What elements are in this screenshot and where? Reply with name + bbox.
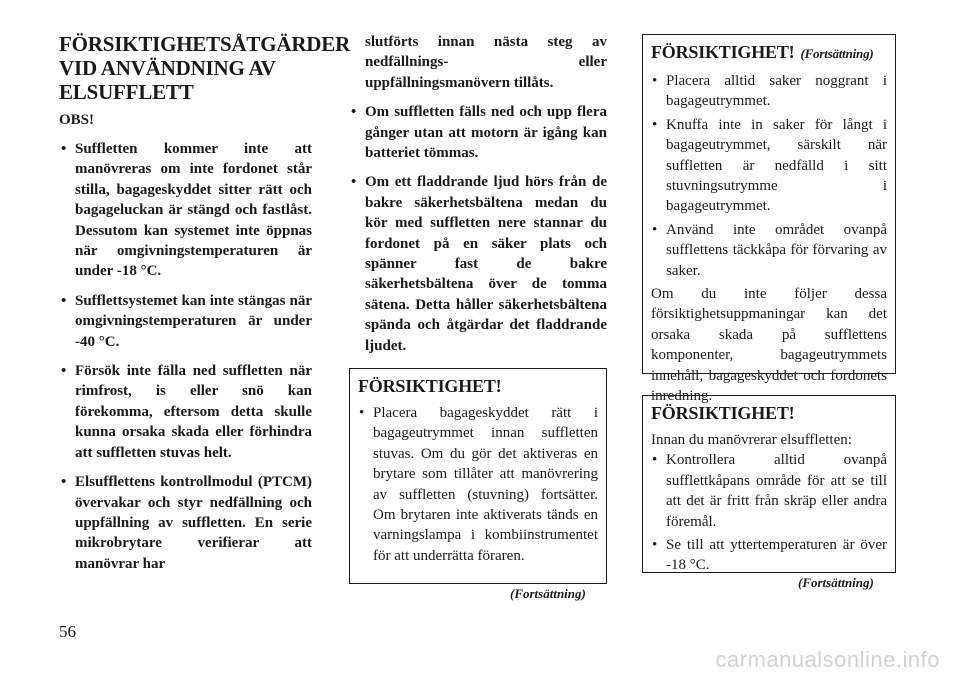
caution-title: FÖRSIKTIGHET!: [358, 376, 502, 396]
continued-text: slutförts innan nästa steg av nedfällnings- eller uppfällningsmanövern tillåts.: [365, 34, 607, 91]
left-column: [59, 32, 351, 583]
caution-intro: Innan du manövrerar elsuffletten:: [651, 432, 852, 448]
caution-list: [651, 71, 887, 281]
section-title: FÖRSIKTIGHETSÅTGÄRDER VID ANVÄNDNING AV ELSUFFLETT: [59, 32, 351, 104]
list-item: • Se till att yttertemperaturen är över -18 °C.: [651, 535, 887, 576]
continued-label: (Fortsättning): [510, 586, 586, 601]
caution-subtitle: (Fortsättning): [800, 46, 874, 61]
caution-box-2: [642, 395, 896, 573]
note-label: OBS!: [59, 112, 95, 128]
caution-list: [358, 403, 598, 566]
list-item: • Om suffletten fälls ned och upp flera gånger utan att motorn är igång kan batteriet tömmas.: [349, 102, 607, 163]
list-item: • Sufflettsystemet kan inte stängas när omgivningstemperaturen är under -40 °C.: [59, 291, 312, 352]
caution-title: FÖRSIKTIGHET!: [651, 403, 795, 423]
caution-list: [651, 450, 887, 575]
list-item: • Kontrollera alltid ovanpå sufflettkåpans område för att se till att det är fritt från skräp eller andra föremål.: [651, 450, 887, 532]
list-item: • Placera alltid saker noggrant i bagageutrymmet.: [651, 71, 887, 112]
middle-column: [349, 32, 607, 365]
list-item: • Elsufflettens kontrollmodul (PTCM) övervakar och styr nedfällning och uppfällning av suffletten. En serie mikrobrytare verifierar att manövrar har: [59, 472, 312, 574]
list-item: • Använd inte området ovanpå sufflettens täckkåpa för förvaring av saker.: [651, 220, 887, 281]
page-number: 56: [59, 622, 76, 641]
note-list: [59, 139, 312, 574]
list-item: • Försök inte fälla ned suffletten när rimfrost, is eller snö kan förekomma, eftersom detta skulle kunna orsaka skada eller förhindra att suffletten stuvas helt.: [59, 361, 312, 463]
list-item: • Knuffa inte in saker för långt i bagageutrymmet, särskilt när suffletten är nedfälld i sitt stuvningsutrymme i bagageutrymmet.: [651, 115, 887, 217]
list-item: • Om ett fladdrande ljud hörs från de bakre säkerhetsbältena medan du kör med suffletten nere stannar du fordonet på en säker plats och spänner fast de bakre säkerhetsbältena över de tomma sätena. Detta håller säkerhetsbältena spända och åtgärdar det fladdrande ljudet.: [349, 172, 607, 356]
caution-box: [349, 368, 607, 584]
caution-paragraph: Om du inte följer dessa försiktighetsuppmaningar kan det orsaka skada på sufflettens komponenter, bagageutrymmets innehåll, bagageskyddet och fordonets inredning.: [651, 286, 887, 405]
note-list-continued: [349, 102, 607, 356]
watermark: carmanualsonline.info: [715, 647, 940, 672]
caution-title-text: FÖRSIKTIGHET!: [651, 42, 795, 62]
caution-title: [651, 41, 887, 65]
list-item: • Placera bagageskyddet rätt i bagageutrymmet innan suffletten stuvas. Om du gör det aktiveras en brytare som tillåter att manövrering av suffletten (stuvning) fortsätter. Om brytaren inte aktiverats tänds en varningslampa i kombiinstrumentet för att underrätta föraren.: [358, 403, 598, 566]
continued-label: (Fortsättning): [798, 575, 874, 590]
caution-box-continued: [642, 34, 896, 405]
list-item: • Suffletten kommer inte att manövreras om inte fordonet står stilla, bagageskyddet sitter rätt och bagageluckan är stängd och fastlåst. Dessutom kan systemet inte öppnas när omgivningstemperaturen är under -18 °C.: [59, 139, 312, 282]
